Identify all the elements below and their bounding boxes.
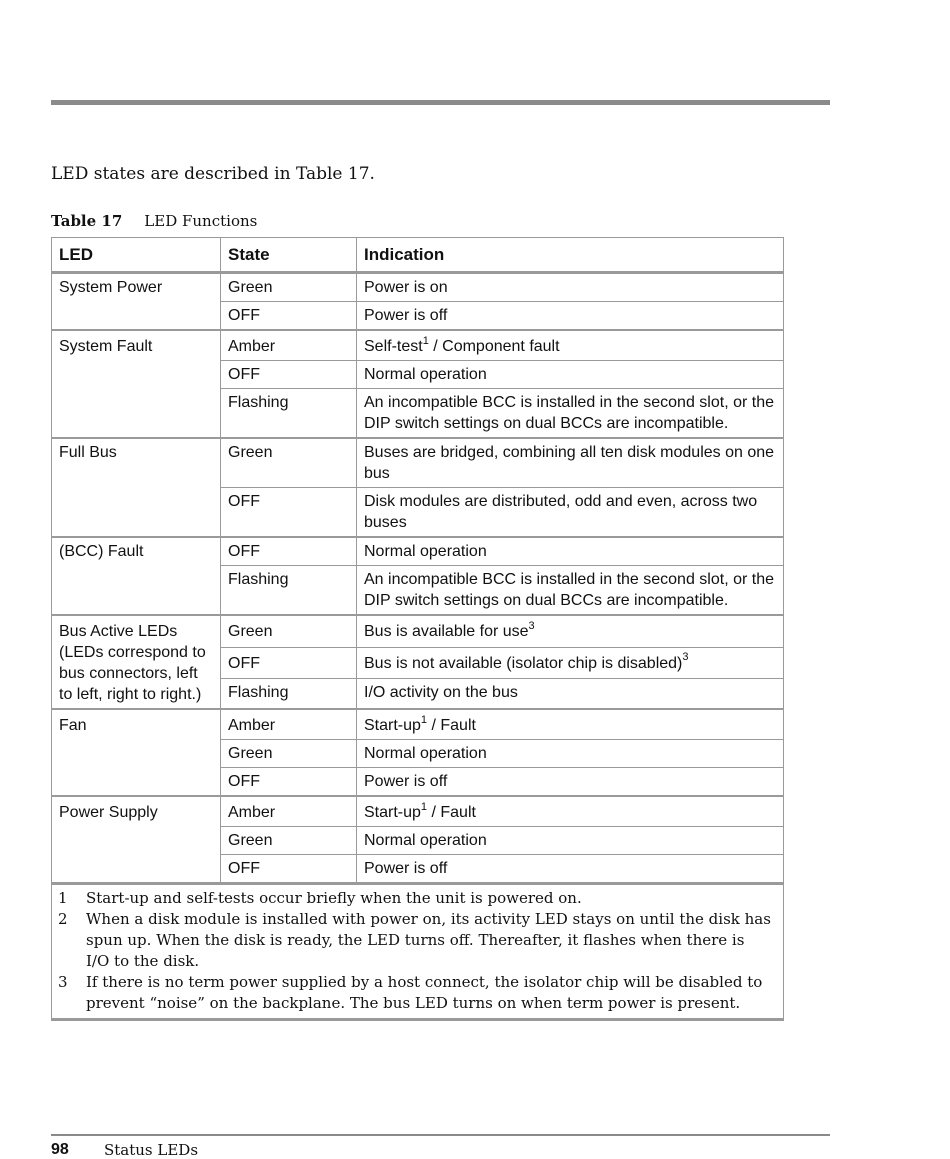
indication-cell [357, 273, 784, 302]
footnote-text: When a disk module is installed with power on, its activity LED stays on until the disk has spun up. When the disk is ready, the LED turns off. Thereafter, it flashes when there is I/O to the disk. [86, 910, 771, 970]
table-row [52, 273, 784, 302]
page-number: 98 [51, 1141, 69, 1158]
indication-cell [357, 438, 784, 488]
table-row [52, 537, 784, 566]
indication-text: Normal operation [364, 543, 487, 560]
indication-text: Self-test [364, 338, 423, 355]
indication-text-suffix: / Fault [427, 804, 476, 821]
footnote [52, 909, 783, 972]
table-body [52, 273, 784, 1020]
footnote-number: 1 [58, 889, 68, 907]
state-cell: Green [221, 438, 357, 488]
indication-cell [357, 796, 784, 827]
table-row [52, 796, 784, 827]
indication-text: Power is on [364, 279, 448, 296]
state-cell: OFF [221, 768, 357, 797]
state-cell: OFF [221, 537, 357, 566]
footnote-ref: 1 [422, 334, 429, 347]
state-cell: Flashing [221, 389, 357, 439]
footnote-ref: 3 [528, 619, 535, 632]
indication-cell [357, 361, 784, 389]
footnote-ref: 3 [682, 651, 689, 664]
footer-rule [51, 1134, 830, 1136]
header-led: LED [52, 238, 221, 273]
indication-text: An incompatible BCC is installed in the second slot, or the DIP switch settings on dual BCCs are incompatible. [364, 571, 774, 609]
table-caption-number: Table 17 [51, 212, 123, 230]
indication-cell [357, 330, 784, 361]
indication-text: Disk modules are distributed, odd and even, across two buses [364, 493, 758, 531]
state-cell: OFF [221, 855, 357, 884]
footnotes-row [52, 884, 784, 1020]
state-cell: Amber [221, 330, 357, 361]
led-name-cell: Power Supply [52, 796, 221, 884]
state-cell: Amber [221, 796, 357, 827]
indication-cell [357, 566, 784, 616]
state-cell: Green [221, 615, 357, 647]
header-state: State [221, 238, 357, 273]
indication-text: Normal operation [364, 832, 487, 849]
footnote [52, 972, 783, 1014]
table-caption [51, 212, 257, 230]
indication-cell [357, 488, 784, 538]
footnote-text: Start-up and self-tests occur briefly when the unit is powered on. [86, 889, 582, 907]
indication-text: Normal operation [364, 745, 487, 762]
state-cell: Green [221, 273, 357, 302]
state-cell: Flashing [221, 679, 357, 709]
state-cell: OFF [221, 361, 357, 389]
indication-cell [357, 537, 784, 566]
led-name-cell: Fan [52, 709, 221, 796]
led-name-cell: Bus Active LEDs (LEDs correspond to bus connectors, left to left, right to right.) [52, 615, 221, 709]
header-rule [51, 100, 830, 105]
state-cell: OFF [221, 488, 357, 538]
table-row [52, 615, 784, 647]
state-cell: Amber [221, 709, 357, 740]
indication-text: An incompatible BCC is installed in the second slot, or the DIP switch settings on dual BCCs are incompatible. [364, 394, 774, 432]
state-cell: Flashing [221, 566, 357, 616]
indication-cell [357, 709, 784, 740]
state-cell: Green [221, 740, 357, 768]
table-row [52, 438, 784, 488]
footnote-number: 2 [58, 910, 68, 928]
state-cell: OFF [221, 302, 357, 331]
indication-cell [357, 827, 784, 855]
led-functions-table [51, 237, 784, 1021]
indication-text: Bus is not available (isolator chip is disabled) [364, 654, 683, 672]
indication-text: Buses are bridged, combining all ten disk modules on one bus [364, 444, 775, 482]
indication-text: Start-up [364, 717, 421, 734]
header-indication: Indication [357, 238, 784, 273]
indication-text: Normal operation [364, 366, 487, 383]
table-row [52, 709, 784, 740]
indication-cell [357, 740, 784, 768]
intro-paragraph: LED states are described in Table 17. [51, 164, 375, 184]
indication-cell [357, 768, 784, 797]
indication-text-suffix: / Fault [427, 717, 476, 734]
led-name-cell: System Fault [52, 330, 221, 438]
led-name-cell: (BCC) Fault [52, 537, 221, 615]
indication-cell [357, 679, 784, 709]
indication-cell [357, 389, 784, 439]
footnote-number: 3 [58, 973, 68, 991]
indication-text: Power is off [364, 307, 448, 324]
led-name-cell: System Power [52, 273, 221, 331]
indication-text: Power is off [364, 860, 448, 877]
indication-text: Start-up [364, 804, 421, 821]
state-cell: Green [221, 827, 357, 855]
table-row [52, 330, 784, 361]
footnote [52, 888, 783, 909]
indication-text: Bus is available for use [364, 623, 529, 640]
footnotes-cell [52, 884, 784, 1020]
led-name-cell: Full Bus [52, 438, 221, 537]
indication-text-suffix: / Component fault [428, 338, 560, 355]
footnote-ref: 1 [420, 800, 428, 813]
indication-cell [357, 302, 784, 331]
table-caption-title: LED Functions [144, 212, 258, 230]
indication-cell [357, 615, 784, 647]
state-cell: OFF [221, 647, 357, 679]
indication-text: Power is off [364, 773, 448, 790]
indication-cell [357, 647, 784, 679]
indication-text: I/O activity on the bus [364, 684, 518, 702]
indication-cell [357, 855, 784, 884]
footnote-text: If there is no term power supplied by a host connect, the isolator chip will be disabled to prevent “noise” on the backplane. The bus LED turns on when term power is present. [86, 973, 763, 1012]
table-header-row [52, 238, 784, 273]
footnote-ref: 1 [420, 713, 428, 726]
section-label: Status LEDs [104, 1141, 199, 1159]
